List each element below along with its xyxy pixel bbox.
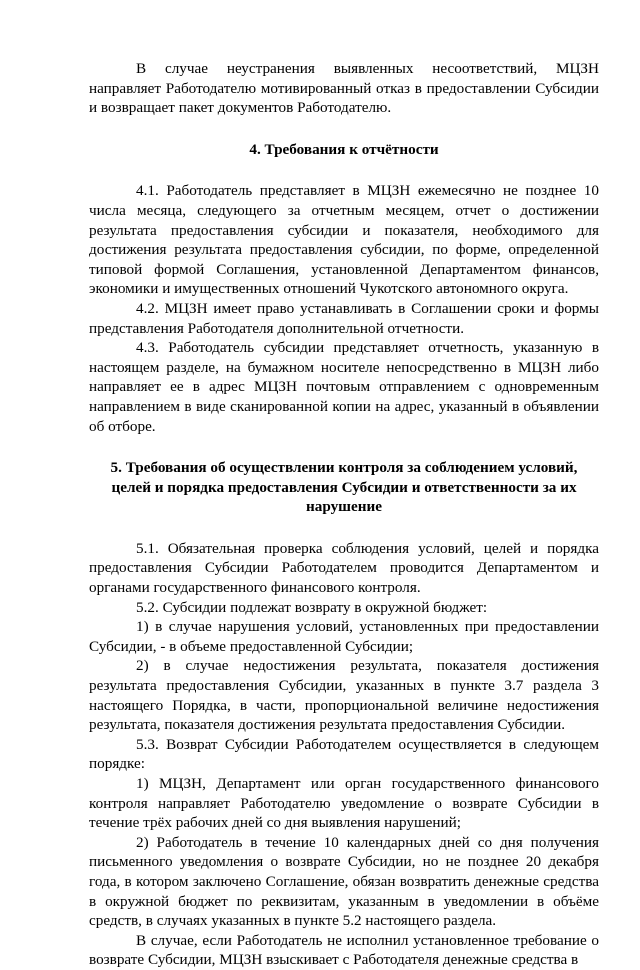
paragraph-4-1: 4.1. Работодатель представляет в МЦЗН ежемесячно не позднее 10 числа месяца, следующего за отчетным месяцем, отчет о достижении результата предоставления субсидии и показателя, необходимого для достижения результата предоставления субсидии, по форме, определенной типовой формой Соглашения, установленной Департаментом финансов, экономики и имущественных отношений Чукотского автономного округа. <box>89 182 599 298</box>
paragraph-4-2: 4.2. МЦЗН имеет право устанавливать в Соглашении сроки и формы представления Работодателя дополнительной отчетности. <box>89 299 599 337</box>
section-4-heading: 4. Требования к отчётности <box>249 140 439 158</box>
list-item-5-3-2: 2) Работодатель в течение 10 календарных дней со дня получения письменного уведомления о возврате Субсидии, но не позднее 20 декабря года, в котором заключено Соглашение, обязан возвратить денежные средства в окружной бюджет по реквизитам, указанным в уведомлении в объёме средств, в случаях указанных в пункте 5.2 настоящего раздела. <box>89 833 599 930</box>
paragraph: В случае неустранения выявленных несоответствий, МЦЗН направляет Работодателю мотивированный отказ в предоставлении Субсидии и возвращает пакет документов Работодателю. <box>89 60 599 117</box>
list-item-5-3-1: 1) МЦЗН, Департамент или орган государственного финансового контроля направляет Работодателю уведомление о возврате Субсидии в течение трёх рабочих дней со дня выявления нарушений; <box>89 775 599 832</box>
paragraph-4-3: 4.3. Работодатель субсидии представляет отчетность, указанную в настоящем разделе, на бумажном носителе непосредственно в МЦЗН либо направляет ее в адрес МЦЗН почтовым отправлением с одновременным направлением в виде сканированной копии на адрес, указанный в объявлении об отборе. <box>89 339 599 435</box>
list-item-5-2-1: 1) в случае нарушения условий, установленных при предоставлении Субсидии, - в объеме предоставленной Субсидии; <box>89 618 599 655</box>
paragraph-last: В случае, если Работодатель не исполнил установленное требование о возврате Субсидии, МЦЗН взыскивает с Работодателя денежные средства в <box>89 931 599 969</box>
paragraph-5-1: 5.1. Обязательная проверка соблюдения условий, целей и порядка предоставления Субсидии Работодателем проводится Департаментом и органами государственного финансового контроля. <box>89 539 599 597</box>
section-5-heading: 5. Требования об осуществлении контроля за соблюдением условий, целей и порядка предоставления Субсидии и ответственности за их нарушение <box>110 459 578 516</box>
paragraph-5-2: 5.2. Субсидии подлежат возврату в окружной бюджет: <box>136 598 488 616</box>
list-item-5-2-2: 2) в случае недостижения результата, показателя достижения результата предоставления Субсидии, указанных в пункте 3.7 раздела 3 настоящего Порядка, в части, пропорциональной величине недостижения результата, показателя достижения результата предоставления Субсидии. <box>89 657 599 734</box>
document-page <box>89 59 599 970</box>
paragraph-5-3: 5.3. Возврат Субсидии Работодателем осуществляется в следующем порядке: <box>89 735 599 773</box>
